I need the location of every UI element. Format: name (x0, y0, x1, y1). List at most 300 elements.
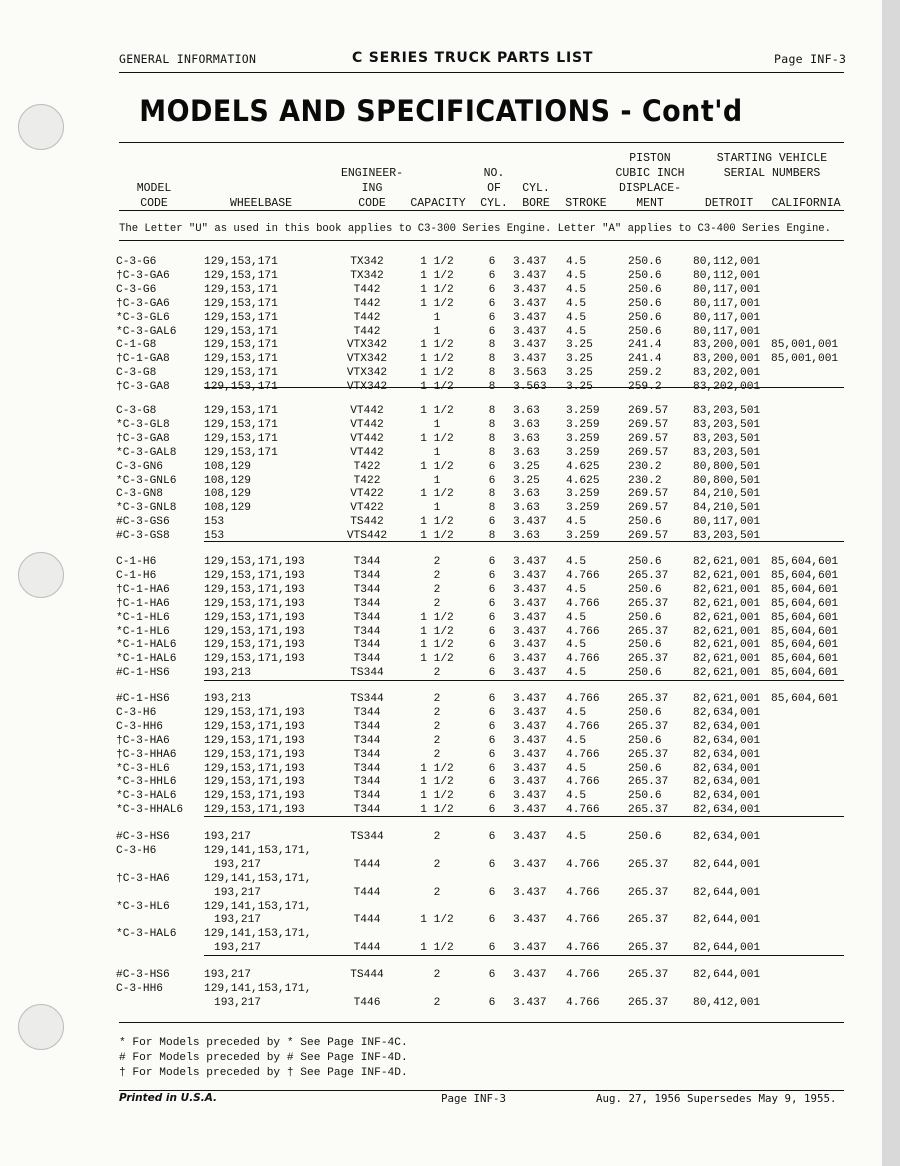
stroke-cell: 4.766 (566, 969, 600, 981)
capacity-cell: 1 1/2 (420, 297, 454, 310)
detroit-serial-cell: 83,203,501 (693, 405, 761, 417)
displacement-cell: 250.6 (628, 611, 662, 624)
stroke-cell: 4.5 (566, 762, 587, 775)
wheelbase-cell: 129,153,171 (204, 311, 278, 324)
wheelbase-cell: 153 (204, 516, 225, 529)
engine-code-cell: T344 (353, 762, 381, 775)
stroke-cell: 3.259 (566, 432, 600, 445)
displacement-cell: 265.37 (628, 804, 669, 817)
bore-cell: 3.25 (513, 460, 540, 473)
group-divider-rule (204, 816, 844, 817)
engine-code-cell: TS444 (350, 969, 384, 981)
bore-cell: 3.437 (513, 776, 547, 789)
capacity-cell: 2 (433, 748, 441, 761)
model-code-cell: C-1-G8 (116, 339, 157, 352)
detroit-serial-cell: 82,621,001 (693, 597, 761, 610)
binder-hole-middle (18, 552, 64, 598)
cylinders-cell: 6 (488, 311, 496, 324)
model-code-cell: †C-3-GA8 (116, 432, 170, 445)
wheelbase-cell: 193,217 (204, 831, 251, 843)
displacement-cell: 265.37 (628, 597, 669, 610)
bore-cell: 3.63 (513, 530, 540, 543)
capacity-cell: 2 (433, 693, 441, 705)
model-code-cell: †C-1-HA6 (116, 583, 170, 596)
california-serial-cell: 85,604,601 (771, 556, 839, 568)
cylinders-cell: 6 (488, 667, 496, 680)
displacement-cell: 265.37 (628, 653, 669, 666)
displacement-cell: 265.37 (628, 858, 669, 871)
bore-cell: 3.437 (513, 283, 547, 296)
engine-code-cell: VTS442 (346, 530, 388, 543)
col-header-bore: CYL. BORE (522, 182, 550, 210)
detroit-serial-cell: 83,203,501 (693, 530, 761, 543)
model-code-cell: #C-3-HS6 (116, 831, 170, 843)
stroke-cell: 4.5 (566, 734, 587, 747)
cylinders-cell: 6 (488, 914, 496, 927)
detroit-serial-cell: 80,117,001 (693, 325, 761, 338)
bore-cell: 3.437 (513, 790, 547, 803)
model-code-cell: †C-3-HA6 (116, 872, 170, 885)
displacement-cell: 250.6 (628, 583, 662, 596)
wheelbase-cell: 129,153,171,193 (204, 597, 305, 610)
stroke-cell: 3.25 (566, 339, 593, 352)
detroit-serial-cell: 82,644,001 (693, 942, 761, 955)
stroke-cell: 3.259 (566, 446, 600, 459)
cylinders-cell: 6 (488, 325, 496, 338)
wheelbase-cell: 129,153,171,193 (204, 569, 305, 582)
california-serial-cell: 85,604,601 (771, 597, 839, 610)
stroke-cell: 4.766 (566, 996, 600, 1009)
detroit-serial-cell: 80,112,001 (693, 256, 761, 268)
model-code-cell: †C-1-HA6 (116, 597, 170, 610)
capacity-cell: 2 (433, 969, 441, 981)
displacement-cell: 250.6 (628, 297, 662, 310)
wheelbase-cell: 108,129 (204, 488, 251, 501)
wheelbase-cell: 129,153,171 (204, 283, 278, 296)
displacement-cell: 250.6 (628, 639, 662, 652)
capacity-cell: 1 1/2 (420, 790, 454, 803)
bore-cell: 3.437 (513, 831, 547, 843)
capacity-cell: 1 (433, 311, 441, 324)
model-code-cell: *C-1-HAL6 (116, 639, 177, 652)
engine-letter-note: The Letter "U" as used in this book applies to C3-300 Series Engine. Letter "A" applies to C3-400 Series Engine. (119, 223, 832, 235)
displacement-cell: 230.2 (628, 460, 662, 473)
displacement-cell: 250.6 (628, 283, 662, 296)
engine-code-cell: VTX342 (346, 367, 388, 380)
bore-cell: 3.437 (513, 339, 547, 352)
wheelbase-cell: 129,141,153,171, (204, 900, 312, 913)
wheelbase-cell: 129,141,153,171, (204, 844, 312, 857)
detroit-serial-cell: 82,634,001 (693, 776, 761, 789)
capacity-cell: 2 (433, 858, 441, 871)
capacity-cell: 1 1/2 (420, 776, 454, 789)
wheelbase-cell: 193,217 (214, 914, 261, 927)
cylinders-cell: 6 (488, 706, 496, 719)
group-divider-rule (204, 680, 844, 681)
bore-cell: 3.437 (513, 311, 547, 324)
capacity-cell: 1 1/2 (420, 432, 454, 445)
capacity-cell: 1 1/2 (420, 353, 454, 366)
model-code-cell: *C-3-HHL6 (116, 776, 177, 789)
displacement-cell: 259.2 (628, 367, 662, 380)
model-code-cell: *C-1-HL6 (116, 625, 170, 638)
model-code-cell: #C-3-GS8 (116, 530, 170, 543)
displacement-cell: 265.37 (628, 569, 669, 582)
cylinders-cell: 6 (488, 720, 496, 733)
stroke-cell: 3.259 (566, 502, 600, 515)
cylinders-cell: 6 (488, 297, 496, 310)
bore-cell: 3.437 (513, 942, 547, 955)
group-divider-rule (204, 541, 844, 542)
model-code-cell: *C-3-HAL6 (116, 928, 177, 941)
engine-code-cell: T444 (353, 886, 381, 899)
title-rule (119, 142, 844, 143)
engine-code-cell: TS344 (350, 831, 384, 843)
capacity-cell: 1 1/2 (420, 804, 454, 817)
wheelbase-cell: 129,153,171 (204, 353, 278, 366)
col-header-california: CALIFORNIA (771, 197, 841, 210)
model-code-cell: C-3-HH6 (116, 982, 163, 995)
engine-code-cell: VT442 (350, 418, 384, 431)
engine-code-cell: T446 (353, 996, 381, 1009)
capacity-cell: 1 (433, 502, 441, 515)
cylinders-cell: 6 (488, 583, 496, 596)
wheelbase-cell: 129,153,171 (204, 446, 278, 459)
bore-cell: 3.437 (513, 597, 547, 610)
wheelbase-cell: 129,153,171 (204, 339, 278, 352)
model-code-cell: C-3-H6 (116, 706, 157, 719)
cylinders-cell: 6 (488, 597, 496, 610)
stroke-cell: 4.766 (566, 653, 600, 666)
displacement-cell: 250.6 (628, 706, 662, 719)
capacity-cell: 1 1/2 (420, 942, 454, 955)
wheelbase-cell: 129,153,171,193 (204, 720, 305, 733)
wheelbase-cell: 129,153,171,193 (204, 776, 305, 789)
bore-cell: 3.437 (513, 886, 547, 899)
model-code-cell: *C-3-GNL8 (116, 502, 177, 515)
wheelbase-cell: 129,141,153,171, (204, 872, 312, 885)
detroit-serial-cell: 82,644,001 (693, 969, 761, 981)
engine-code-cell: VT422 (350, 488, 384, 501)
header-center: C SERIES TRUCK PARTS LIST (352, 50, 594, 66)
wheelbase-cell: 129,141,153,171, (204, 928, 312, 941)
california-serial-cell: 85,001,001 (771, 339, 839, 352)
stroke-cell: 3.259 (566, 418, 600, 431)
detroit-serial-cell: 82,621,001 (693, 625, 761, 638)
bore-cell: 3.437 (513, 667, 547, 680)
cylinders-cell: 8 (488, 418, 496, 431)
engine-code-cell: VT442 (350, 405, 384, 417)
displacement-cell: 265.37 (628, 886, 669, 899)
capacity-cell: 2 (433, 569, 441, 582)
cylinders-cell: 8 (488, 488, 496, 501)
engine-code-cell: VT442 (350, 446, 384, 459)
cylinders-cell: 6 (488, 734, 496, 747)
stroke-cell: 4.5 (566, 283, 587, 296)
stroke-cell: 4.766 (566, 625, 600, 638)
detroit-serial-cell: 82,644,001 (693, 886, 761, 899)
detroit-serial-cell: 80,800,501 (693, 474, 761, 487)
california-serial-cell: 85,604,601 (771, 611, 839, 624)
stroke-cell: 4.625 (566, 460, 600, 473)
bore-cell: 3.437 (513, 353, 547, 366)
wheelbase-cell: 129,153,171,193 (204, 762, 305, 775)
detroit-serial-cell: 80,800,501 (693, 460, 761, 473)
displacement-cell: 265.37 (628, 942, 669, 955)
detroit-serial-cell: 84,210,501 (693, 502, 761, 515)
capacity-cell: 2 (433, 734, 441, 747)
group-divider-rule (204, 387, 844, 388)
engine-code-cell: T444 (353, 942, 381, 955)
stroke-cell: 4.766 (566, 914, 600, 927)
model-code-cell: *C-3-GL6 (116, 311, 170, 324)
cylinders-cell: 6 (488, 790, 496, 803)
detroit-serial-cell: 82,644,001 (693, 858, 761, 871)
model-code-cell: *C-3-GAL8 (116, 446, 177, 459)
cylinders-cell: 6 (488, 639, 496, 652)
engine-code-cell: T344 (353, 569, 381, 582)
engine-code-cell: T422 (353, 474, 381, 487)
wheelbase-cell: 129,153,171,193 (204, 611, 305, 624)
capacity-cell: 1 1/2 (420, 405, 454, 417)
engine-code-cell: TX342 (350, 269, 384, 282)
wheelbase-cell: 153 (204, 530, 225, 543)
wheelbase-cell: 193,213 (204, 667, 251, 680)
wheelbase-cell: 129,153,171,193 (204, 748, 305, 761)
detroit-serial-cell: 83,200,001 (693, 339, 761, 352)
model-code-cell: C-3-HH6 (116, 720, 163, 733)
stroke-cell: 4.5 (566, 611, 587, 624)
stroke-cell: 4.5 (566, 325, 587, 338)
bore-cell: 3.437 (513, 693, 547, 705)
displacement-cell: 265.37 (628, 748, 669, 761)
model-code-cell: C-3-G6 (116, 283, 157, 296)
model-code-cell: *C-3-GAL6 (116, 325, 177, 338)
cylinders-cell: 8 (488, 367, 496, 380)
stroke-cell: 4.766 (566, 597, 600, 610)
stroke-cell: 4.766 (566, 748, 600, 761)
wheelbase-cell: 129,153,171 (204, 256, 278, 268)
detroit-serial-cell: 80,117,001 (693, 283, 761, 296)
stroke-cell: 4.766 (566, 720, 600, 733)
capacity-cell: 1 1/2 (420, 914, 454, 927)
stroke-cell: 3.25 (566, 381, 593, 394)
bore-cell: 3.63 (513, 418, 540, 431)
detroit-serial-cell: 83,203,501 (693, 432, 761, 445)
engine-code-cell: TS344 (350, 693, 384, 705)
cylinders-cell: 6 (488, 831, 496, 843)
model-code-cell: #C-3-GS6 (116, 516, 170, 529)
detroit-serial-cell: 80,412,001 (693, 996, 761, 1009)
detroit-serial-cell: 83,202,001 (693, 367, 761, 380)
wheelbase-cell: 193,217 (214, 942, 261, 955)
model-code-cell: C-1-H6 (116, 569, 157, 582)
capacity-cell: 2 (433, 556, 441, 568)
model-code-cell: †C-3-GA6 (116, 297, 170, 310)
displacement-cell: 250.6 (628, 269, 662, 282)
wheelbase-cell: 193,217 (214, 886, 261, 899)
cylinders-cell: 6 (488, 556, 496, 568)
detroit-serial-cell: 82,634,001 (693, 790, 761, 803)
bore-cell: 3.437 (513, 996, 547, 1009)
california-serial-cell: 85,604,601 (771, 653, 839, 666)
model-code-cell: *C-3-HL6 (116, 900, 170, 913)
capacity-cell: 2 (433, 886, 441, 899)
stroke-cell: 3.259 (566, 530, 600, 543)
cylinders-cell: 8 (488, 353, 496, 366)
stroke-cell: 3.259 (566, 488, 600, 501)
header-rule (119, 72, 844, 73)
displacement-cell: 250.6 (628, 556, 662, 568)
bore-cell: 3.437 (513, 297, 547, 310)
header-left: GENERAL INFORMATION (119, 52, 257, 66)
model-code-cell: †C-3-GA8 (116, 381, 170, 394)
bore-cell: 3.437 (513, 569, 547, 582)
displacement-cell: 269.57 (628, 432, 669, 445)
bore-cell: 3.437 (513, 804, 547, 817)
california-serial-cell: 85,604,601 (771, 639, 839, 652)
stroke-cell: 4.766 (566, 693, 600, 705)
model-code-cell: C-1-H6 (116, 556, 157, 568)
engine-code-cell: T444 (353, 858, 381, 871)
displacement-cell: 250.6 (628, 667, 662, 680)
cylinders-cell: 6 (488, 516, 496, 529)
displacement-cell: 269.57 (628, 502, 669, 515)
cylinders-cell: 6 (488, 858, 496, 871)
engine-code-cell: T344 (353, 790, 381, 803)
engine-code-cell: VTX342 (346, 339, 388, 352)
bore-cell: 3.63 (513, 446, 540, 459)
bore-cell: 3.63 (513, 502, 540, 515)
footer-printed: Printed in U.S.A. (119, 1092, 218, 1104)
wheelbase-cell: 129,153,171 (204, 418, 278, 431)
bore-cell: 3.437 (513, 256, 547, 268)
detroit-serial-cell: 80,112,001 (693, 269, 761, 282)
wheelbase-cell: 129,153,171,193 (204, 706, 305, 719)
stroke-cell: 4.5 (566, 269, 587, 282)
col-header-displacement: PISTON CUBIC INCH DISPLACE- MENT (615, 152, 685, 210)
engine-code-cell: T344 (353, 804, 381, 817)
stroke-cell: 3.25 (566, 367, 593, 380)
displacement-cell: 269.57 (628, 530, 669, 543)
stroke-cell: 3.25 (566, 353, 593, 366)
detroit-serial-cell: 83,203,501 (693, 418, 761, 431)
bore-cell: 3.437 (513, 762, 547, 775)
wheelbase-cell: 129,153,171 (204, 297, 278, 310)
model-code-cell: #C-1-HS6 (116, 667, 170, 680)
wheelbase-cell: 108,129 (204, 474, 251, 487)
displacement-cell: 250.6 (628, 256, 662, 268)
stroke-cell: 4.766 (566, 569, 600, 582)
displacement-cell: 259.2 (628, 381, 662, 394)
cylinders-cell: 8 (488, 405, 496, 417)
capacity-cell: 1 1/2 (420, 530, 454, 543)
engine-code-cell: T344 (353, 720, 381, 733)
bore-cell: 3.437 (513, 325, 547, 338)
cylinders-cell: 8 (488, 432, 496, 445)
displacement-cell: 250.6 (628, 831, 662, 843)
model-code-cell: #C-3-HS6 (116, 969, 170, 981)
cylinders-cell: 6 (488, 611, 496, 624)
capacity-cell: 1 1/2 (420, 639, 454, 652)
engine-code-cell: T344 (353, 597, 381, 610)
model-code-cell: *C-1-HL6 (116, 611, 170, 624)
bore-cell: 3.437 (513, 653, 547, 666)
cylinders-cell: 6 (488, 748, 496, 761)
cylinders-cell: 6 (488, 804, 496, 817)
cylinders-cell: 6 (488, 762, 496, 775)
model-code-cell: *C-3-HHAL6 (116, 804, 184, 817)
displacement-cell: 250.6 (628, 762, 662, 775)
wheelbase-cell: 108,129 (204, 502, 251, 515)
capacity-cell: 1 (433, 474, 441, 487)
engine-code-cell: T344 (353, 625, 381, 638)
bore-cell: 3.25 (513, 474, 540, 487)
displacement-cell: 250.6 (628, 516, 662, 529)
wheelbase-cell: 129,153,171,193 (204, 556, 305, 568)
detroit-serial-cell: 82,621,001 (693, 569, 761, 582)
displacement-cell: 265.37 (628, 914, 669, 927)
wheelbase-cell: 129,153,171,193 (204, 734, 305, 747)
cylinders-cell: 8 (488, 502, 496, 515)
wheelbase-cell: 129,153,171 (204, 367, 278, 380)
displacement-cell: 265.37 (628, 693, 669, 705)
detroit-serial-cell: 82,621,001 (693, 667, 761, 680)
cylinders-cell: 6 (488, 653, 496, 666)
displacement-cell: 269.57 (628, 488, 669, 501)
model-code-cell: C-3-H6 (116, 844, 157, 857)
stroke-cell: 4.625 (566, 474, 600, 487)
wheelbase-cell: 193,217 (214, 996, 261, 1009)
capacity-cell: 1 1/2 (420, 516, 454, 529)
bore-cell: 3.437 (513, 583, 547, 596)
cylinders-cell: 6 (488, 886, 496, 899)
model-code-cell: †C-3-HA6 (116, 734, 170, 747)
bore-cell: 3.437 (513, 734, 547, 747)
bore-cell: 3.437 (513, 914, 547, 927)
wheelbase-cell: 129,153,171,193 (204, 804, 305, 817)
capacity-cell: 2 (433, 667, 441, 680)
cylinders-cell: 6 (488, 256, 496, 268)
california-serial-cell: 85,604,601 (771, 583, 839, 596)
wheelbase-cell: 129,153,171 (204, 432, 278, 445)
engine-code-cell: T344 (353, 583, 381, 596)
capacity-cell: 2 (433, 583, 441, 596)
engine-code-cell: T444 (353, 914, 381, 927)
capacity-cell: 1 1/2 (420, 460, 454, 473)
engine-code-cell: T344 (353, 734, 381, 747)
model-code-cell: #C-1-HS6 (116, 693, 170, 705)
detroit-serial-cell: 82,621,001 (693, 583, 761, 596)
col-header-engine: ENGINEER- ING CODE (340, 167, 404, 210)
capacity-cell: 1 1/2 (420, 381, 454, 394)
displacement-cell: 241.4 (628, 353, 662, 366)
model-code-cell: †C-1-GA8 (116, 353, 170, 366)
cylinders-cell: 8 (488, 530, 496, 543)
col-header-model: MODEL CODE (136, 182, 172, 210)
wheelbase-cell: 129,153,171 (204, 405, 278, 417)
detroit-serial-cell: 82,634,001 (693, 720, 761, 733)
stroke-cell: 4.5 (566, 667, 587, 680)
wheelbase-cell: 129,153,171,193 (204, 653, 305, 666)
engine-code-cell: T442 (353, 297, 381, 310)
bore-cell: 3.437 (513, 625, 547, 638)
capacity-cell: 1 1/2 (420, 339, 454, 352)
footer-date: Aug. 27, 1956 Supersedes May 9, 1955. (596, 1092, 837, 1105)
wheelbase-cell: 129,153,171,193 (204, 639, 305, 652)
stroke-cell: 4.5 (566, 556, 587, 568)
capacity-cell: 2 (433, 597, 441, 610)
